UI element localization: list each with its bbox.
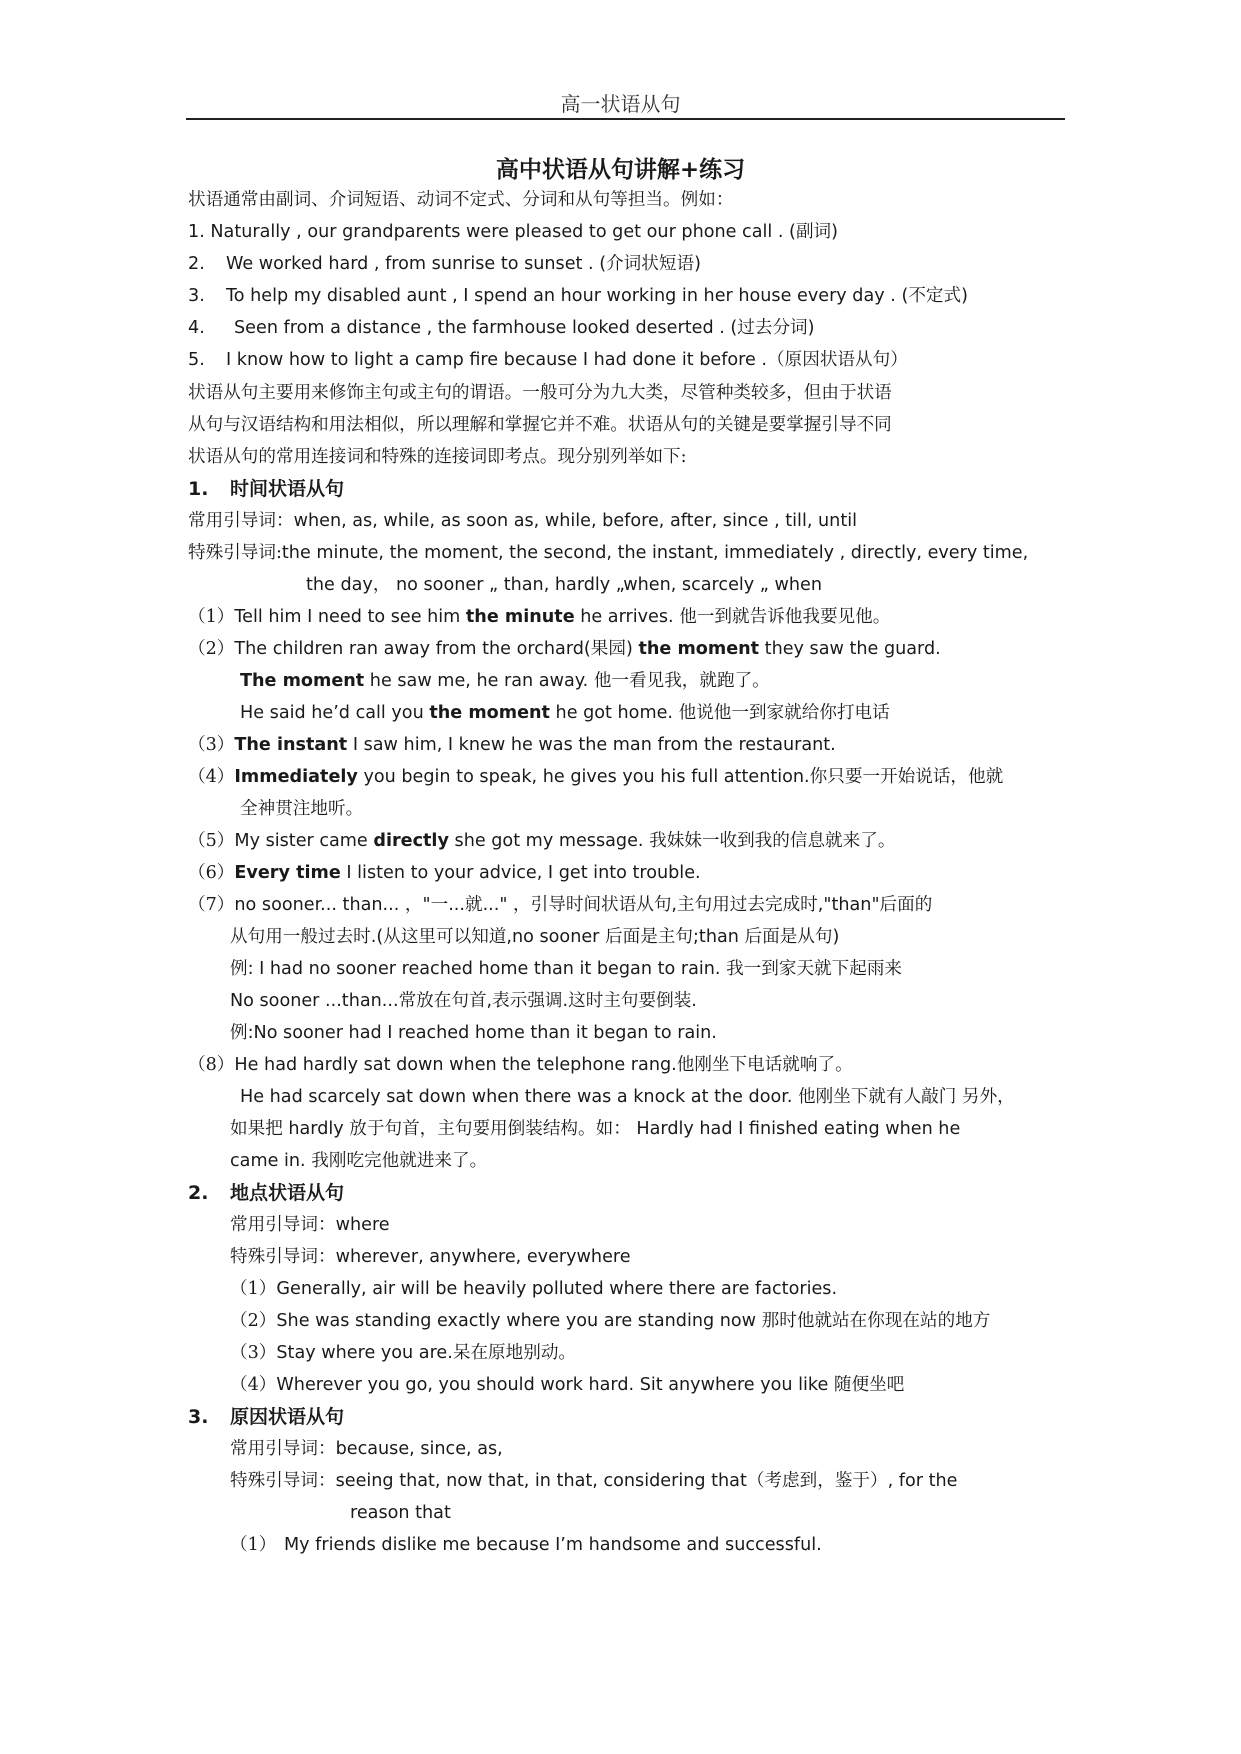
- item-translation: 他说他一到家就给你打电话: [678, 703, 890, 723]
- item-translation: 他刚坐下电话就响了。: [676, 1055, 853, 1075]
- item-text: ..." ，: [482, 895, 531, 915]
- section-heading-place: [188, 1181, 344, 1205]
- item-text: Stay where you are.: [276, 1343, 453, 1363]
- item-text: no sooner... than... ，": [234, 895, 431, 915]
- item-text: ): [625, 639, 639, 659]
- item-translation: 那时他就站在你现在站的地方: [761, 1311, 991, 1331]
- item-number: （1）: [230, 1279, 277, 1299]
- section-heading-reason: [188, 1405, 344, 1429]
- example-item: [188, 1053, 853, 1077]
- item-text: :No sooner had I reached home than it began to rain.: [247, 1023, 717, 1043]
- connectives: where: [335, 1215, 390, 1235]
- example-item-cont: [230, 1149, 487, 1173]
- item-translation: 我刚吃完他就进来了。: [311, 1151, 488, 1171]
- item-translation: 我妹妹一收到我的信息就来了。: [649, 831, 896, 851]
- example-number: 2.: [188, 254, 205, 274]
- special-connectives: [230, 1245, 631, 1269]
- label: 特殊引导词：: [230, 1247, 336, 1267]
- example-note: 介词状短语: [606, 254, 695, 274]
- section-title: 原因状语从句: [230, 1406, 345, 1428]
- item-text: My sister came: [234, 831, 374, 851]
- item-keyword: the moment: [638, 639, 760, 659]
- example-note: （原因状语从句）: [767, 350, 908, 370]
- item-text: She was standing exactly where you are standing now: [276, 1311, 762, 1331]
- item-text: he arrives.: [574, 607, 674, 627]
- example-item-cont: 全神贯注地听。: [240, 799, 364, 819]
- example-number: 5.: [188, 350, 205, 370]
- section-title: 地点状语从句: [230, 1182, 345, 1204]
- item-gloss: 这时主句要倒装: [568, 991, 692, 1011]
- item-gloss: 就: [464, 895, 483, 915]
- label: 特殊引导词：: [230, 1471, 336, 1491]
- item-text: He said he’d call you: [240, 703, 430, 723]
- running-header: 高一状语从句: [560, 92, 681, 116]
- example-note: 不定式: [908, 286, 962, 306]
- item-number: （2）: [188, 639, 235, 659]
- item-gloss: 后面是从句: [744, 927, 833, 947]
- item-text: He had hardly sat down when the telephone rang.: [234, 1055, 677, 1075]
- connectives: wherever, anywhere, everywhere: [335, 1247, 631, 1267]
- item-text: .: [562, 991, 569, 1011]
- label: 常用引导词：: [230, 1439, 336, 1459]
- example-item: [188, 861, 701, 885]
- item-gloss: 放于句首，主句要用倒装结构。如：: [349, 1119, 631, 1139]
- item-text: ,no sooner: [506, 927, 606, 947]
- item-gloss: 常放在句首: [398, 991, 487, 1011]
- example-number: 4.: [188, 318, 205, 338]
- item-gloss: 表示强调: [492, 991, 563, 1011]
- example-3: [188, 284, 968, 308]
- example-item: [230, 1341, 576, 1365]
- example-item-cont: [230, 925, 839, 949]
- example-item-cont: [230, 957, 902, 981]
- section-number: 2.: [188, 1182, 209, 1204]
- item-translation: 他刚坐下就有人敲门 另外，: [798, 1087, 1015, 1107]
- common-connectives: [188, 509, 857, 533]
- example-item: [230, 1277, 837, 1301]
- connectives: because, since, as,: [335, 1439, 503, 1459]
- example-item-cont: [230, 1117, 960, 1141]
- connectives: when, as, while, as soon as, while, before, after, since , till, until: [293, 511, 857, 531]
- item-number: （4）: [188, 767, 235, 787]
- item-text: .: [691, 991, 697, 1011]
- special-connectives-cont: reason that: [350, 1503, 451, 1523]
- item-text: ,: [671, 895, 678, 915]
- item-gloss: 从句用一般过去时: [230, 927, 371, 947]
- item-text: he got home.: [549, 703, 674, 723]
- item-text: ;than: [693, 927, 745, 947]
- item-number: （7）: [188, 895, 235, 915]
- item-text: ,: [486, 991, 493, 1011]
- example-4: [188, 316, 815, 340]
- example-item: [188, 893, 932, 917]
- item-translation: 你只要一开始说话，他就: [809, 767, 1004, 787]
- example-number: 1.: [188, 222, 205, 242]
- item-number: （2）: [230, 1311, 277, 1331]
- example-close: ): [694, 254, 701, 274]
- connectives: seeing that, now that, in that, considering that: [335, 1471, 747, 1491]
- special-connectives: [188, 541, 1028, 565]
- item-keyword: the moment: [429, 703, 550, 723]
- item-text: you begin to speak, he gives you his full attention.: [357, 767, 810, 787]
- item-number: （8）: [188, 1055, 235, 1075]
- item-keyword: The moment: [240, 671, 365, 691]
- example-item: [230, 1373, 904, 1397]
- section-title: 时间状语从句: [230, 478, 345, 500]
- item-translation: 他一看见我，就跑了。: [593, 671, 770, 691]
- common-connectives: [230, 1437, 503, 1461]
- item-keyword: the minute: [465, 607, 575, 627]
- page-title: 高中状语从句讲解+练习: [495, 157, 746, 183]
- item-number: （3）: [230, 1343, 277, 1363]
- example-item: [188, 733, 836, 757]
- example-number: 3.: [188, 286, 205, 306]
- example-5: [188, 348, 908, 372]
- item-text: hardly: [288, 1119, 350, 1139]
- label: 常用引导词：: [188, 511, 294, 531]
- item-gloss: 后面的: [879, 895, 933, 915]
- example-note: 过去分词: [737, 318, 808, 338]
- item-text: they saw the guard.: [759, 639, 941, 659]
- example-item-cont: [230, 989, 697, 1013]
- example-text: We worked hard , from sunrise to sunset . (: [226, 254, 607, 274]
- intro-paragraph-line: 状语从句的常用连接词和特殊的连接词即考点。现分别列举如下:: [188, 447, 687, 467]
- item-text: ...: [448, 895, 465, 915]
- example-text: To help my disabled aunt , I spend an hour working in her house every day . (: [226, 286, 909, 306]
- section-heading-time: [188, 477, 344, 501]
- item-text: I listen to your advice, I get into trouble.: [340, 863, 701, 883]
- item-translation: 我一到家天就下起雨来: [726, 959, 903, 979]
- item-text: .(: [370, 927, 384, 947]
- connectives-gloss: （考虑到，鉴于）: [746, 1471, 888, 1491]
- item-keyword: Immediately: [234, 767, 358, 787]
- example-item: [188, 829, 895, 853]
- label: 常用引导词：: [230, 1215, 336, 1235]
- example-item: [230, 1533, 822, 1557]
- item-text: came in.: [230, 1151, 306, 1171]
- example-text: I know how to light a camp fire because I had done it before .: [226, 350, 768, 370]
- intro-paragraph-line: 状语从句主要用来修饰主句或主句的谓语。一般可分为九大类，尽管种类较多，但由于状语: [188, 383, 892, 403]
- item-number: （3）: [188, 735, 235, 755]
- example-item-cont: [240, 669, 770, 693]
- item-text: she got my message.: [448, 831, 644, 851]
- item-number: （1）: [188, 607, 235, 627]
- item-translation: 呆在原地别动。: [452, 1343, 577, 1363]
- item-text: Tell him I need to see him: [234, 607, 466, 627]
- common-connectives: [230, 1213, 390, 1237]
- example-note: 副词: [795, 222, 832, 242]
- connectives: , for the: [887, 1471, 958, 1491]
- item-keyword: The instant: [234, 735, 348, 755]
- item-text: The children ran away from the orchard(: [234, 639, 591, 659]
- item-text: ): [832, 927, 840, 947]
- example-1: [188, 220, 838, 244]
- label: 特殊引导词:: [188, 543, 282, 563]
- special-connectives: [230, 1469, 957, 1493]
- item-gloss: 例: [230, 959, 248, 979]
- item-text: he saw me, he ran away.: [364, 671, 589, 691]
- item-gloss: 例: [230, 1023, 248, 1043]
- example-item: [188, 765, 1003, 789]
- example-item: [188, 637, 941, 661]
- connectives: the minute, the moment, the second, the instant, immediately , directly, every time,: [281, 543, 1029, 563]
- item-text: He had scarcely sat down when there was a knock at the door.: [240, 1087, 793, 1107]
- section-number: 3.: [188, 1406, 209, 1428]
- item-number: （1）: [230, 1535, 277, 1555]
- item-text: Wherever you go, you should work hard. Sit anywhere you like: [276, 1375, 834, 1395]
- example-close: ): [807, 318, 815, 338]
- example-item-cont: [230, 1021, 717, 1045]
- example-item-cont: [240, 1085, 1015, 1109]
- special-connectives-cont: the day， no sooner „ than, hardly „when, scarcely „ when: [306, 575, 823, 595]
- item-keyword: Every time: [234, 863, 341, 883]
- example-item: [230, 1309, 990, 1333]
- item-text: : I had no sooner reached home than it began to rain.: [247, 959, 721, 979]
- item-number: （4）: [230, 1375, 277, 1395]
- item-translation: 随便坐吧: [833, 1375, 905, 1395]
- header-rule: [186, 118, 1065, 120]
- item-gloss: 主句用过去完成时: [677, 895, 818, 915]
- item-text: My friends dislike me because I’m handsome and successful.: [284, 1535, 822, 1555]
- item-gloss: 如果把: [230, 1119, 289, 1139]
- item-text: Generally, air will be heavily polluted where there are factories.: [276, 1279, 838, 1299]
- item-number: （5）: [188, 831, 235, 851]
- item-keyword: directly: [373, 831, 449, 851]
- item-gloss: 一: [430, 895, 449, 915]
- intro-paragraph-line: 从句与汉语结构和用法相似，所以理解和掌握它并不难。状语从句的关键是要掌握引导不同: [188, 415, 892, 435]
- example-text: Seen from a distance , the farmhouse looked deserted . (: [234, 318, 738, 338]
- example-item: [188, 605, 890, 629]
- item-gloss: 从这里可以知道: [383, 927, 507, 947]
- example-2: [188, 252, 701, 276]
- example-close: ): [961, 286, 968, 306]
- item-text: ,"than": [817, 895, 880, 915]
- intro-lead: 状语通常由副词、介词短语、动词不定式、分词和从句等担当。例如：: [188, 190, 734, 210]
- section-number: 1.: [188, 478, 209, 500]
- example-close: ): [831, 222, 839, 242]
- item-gloss: 后面是主句: [605, 927, 693, 947]
- item-text: Hardly had I finished eating when he: [636, 1119, 961, 1139]
- item-text: No sooner ...than...: [230, 991, 399, 1011]
- example-text: Naturally , our grandparents were pleased to get our phone call . (: [210, 222, 796, 242]
- example-item-cont: [240, 701, 890, 725]
- item-text: I saw him, I knew he was the man from the restaurant.: [347, 735, 836, 755]
- item-translation: 他一到就告诉他我要见他。: [679, 607, 891, 627]
- item-gloss: 引导时间状语从句: [530, 895, 672, 915]
- item-gloss: 果园: [590, 639, 626, 659]
- item-number: （6）: [188, 863, 235, 883]
